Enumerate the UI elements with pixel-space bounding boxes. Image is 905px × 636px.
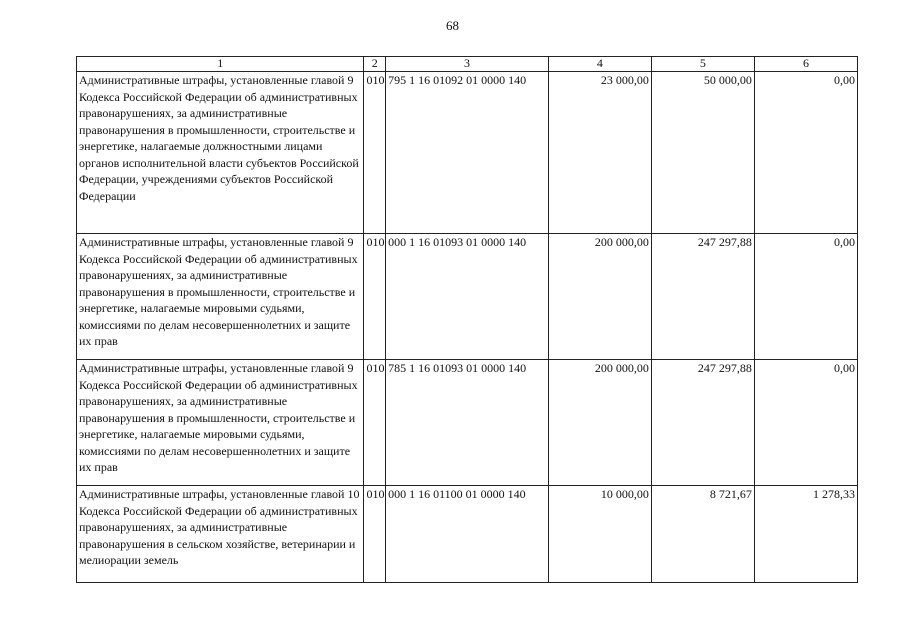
- column-header-6: 6: [754, 57, 857, 72]
- row-value-col5: 8 721,67: [651, 486, 754, 583]
- row-description: Административные штрафы, установленные главой 10 Кодекса Российской Федерации об административных правонарушениях, за административные правонарушения в сельском хозяйстве, ветеринарии и мелиорации земель: [77, 486, 364, 583]
- column-header-4: 4: [548, 57, 651, 72]
- row-line-code: 010: [364, 234, 386, 360]
- row-value-col6: 0,00: [754, 72, 857, 234]
- column-number-header-row: [77, 57, 858, 72]
- row-description: Административные штрафы, установленные главой 9 Кодекса Российской Федерации об административных правонарушениях, за административные правонарушения в промышленности, строительстве и энергетике, налагаемые мировыми судьями, комиссиями по делам несовершеннолетних и защите их прав: [77, 360, 364, 486]
- table-row: [77, 234, 858, 360]
- revenue-table: [76, 56, 858, 583]
- column-header-2: 2: [364, 57, 386, 72]
- page-number: 68: [446, 18, 459, 33]
- column-header-5: 5: [651, 57, 754, 72]
- column-header-1: 1: [77, 57, 364, 72]
- column-header-3: 3: [386, 57, 549, 72]
- row-value-col6: 1 278,33: [754, 486, 857, 583]
- row-value-col6: 0,00: [754, 234, 857, 360]
- row-value-col6: 0,00: [754, 360, 857, 486]
- row-value-col5: 247 297,88: [651, 360, 754, 486]
- row-value-col5: 247 297,88: [651, 234, 754, 360]
- row-kbk-code: 000 1 16 01093 01 0000 140: [386, 234, 549, 360]
- row-kbk-code: 795 1 16 01092 01 0000 140: [386, 72, 549, 234]
- row-line-code: 010: [364, 486, 386, 583]
- row-value-col4: 23 000,00: [548, 72, 651, 234]
- row-value-col4: 10 000,00: [548, 486, 651, 583]
- row-value-col4: 200 000,00: [548, 360, 651, 486]
- row-line-code: 010: [364, 360, 386, 486]
- row-description: Административные штрафы, установленные главой 9 Кодекса Российской Федерации об административных правонарушениях, за административные правонарушения в промышленности, строительстве и энергетике, налагаемые должностными лицами органов исполнительной власти субъектов Российской Федерации, учреждениями субъектов Российской Федерации: [77, 72, 364, 234]
- row-kbk-code: 785 1 16 01093 01 0000 140: [386, 360, 549, 486]
- table-row: [77, 72, 858, 234]
- row-kbk-code: 000 1 16 01100 01 0000 140: [386, 486, 549, 583]
- row-value-col5: 50 000,00: [651, 72, 754, 234]
- table-row: [77, 486, 858, 583]
- row-description: Административные штрафы, установленные главой 9 Кодекса Российской Федерации об административных правонарушениях, за административные правонарушения в промышленности, строительстве и энергетике, налагаемые мировыми судьями, комиссиями по делам несовершеннолетних и защите их прав: [77, 234, 364, 360]
- row-line-code: 010: [364, 72, 386, 234]
- table-row: [77, 360, 858, 486]
- row-value-col4: 200 000,00: [548, 234, 651, 360]
